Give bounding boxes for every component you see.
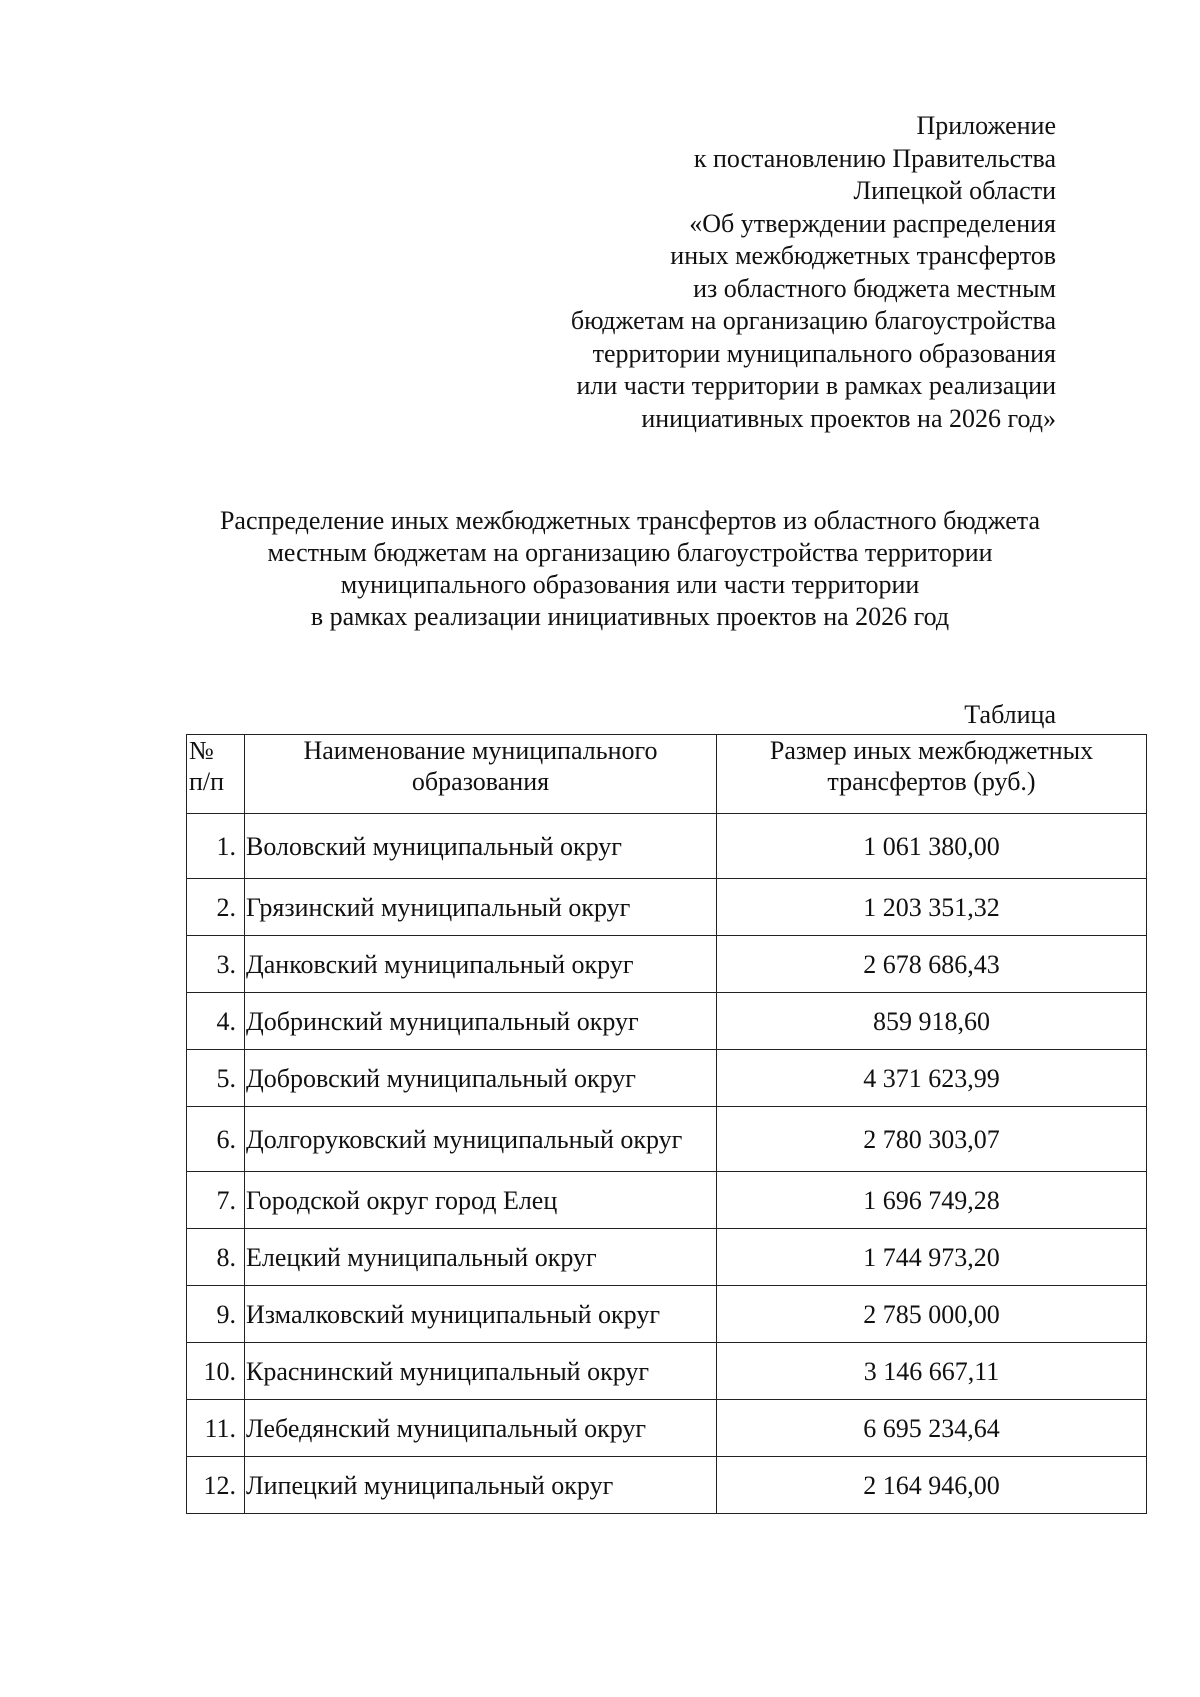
row-municipality: Данковский муниципальный округ — [245, 936, 717, 993]
row-municipality: Грязинский муниципальный округ — [245, 879, 717, 936]
table-caption: Таблица — [964, 700, 1056, 729]
row-amount: 1 061 380,00 — [717, 814, 1147, 879]
row-amount: 2 164 946,00 — [717, 1457, 1147, 1514]
row-amount: 2 785 000,00 — [717, 1286, 1147, 1343]
row-number: 7. — [187, 1172, 245, 1229]
header-num-line1: № — [189, 736, 214, 765]
table-row — [187, 936, 1147, 993]
row-number: 5. — [187, 1050, 245, 1107]
table-row — [187, 1172, 1147, 1229]
row-municipality: Городской округ город Елец — [245, 1172, 717, 1229]
appendix-line: инициативных проектов на 2026 год» — [641, 403, 1056, 433]
row-municipality: Добринский муниципальный округ — [245, 993, 717, 1050]
appendix-line: Липецкой области — [853, 176, 1056, 205]
appendix-line: территории муниципального образования — [592, 338, 1056, 368]
title-line: в рамках реализации инициативных проектов на 2026 год — [310, 602, 950, 631]
table-row — [187, 1457, 1147, 1514]
row-municipality: Добровский муниципальный округ — [245, 1050, 717, 1107]
title-line: местным бюджетам на организацию благоустройства территории — [267, 538, 993, 567]
header-num-line2: п/п — [189, 767, 225, 796]
row-municipality: Воловский муниципальный округ — [245, 814, 717, 879]
table-row — [187, 1400, 1147, 1457]
header-name — [245, 735, 717, 814]
appendix-header — [456, 110, 1056, 435]
row-amount: 3 146 667,11 — [717, 1343, 1147, 1400]
row-municipality: Долгоруковский муниципальный округ — [245, 1107, 717, 1172]
table-row — [187, 1229, 1147, 1286]
row-amount: 2 678 686,43 — [717, 936, 1147, 993]
title-line: Распределение иных межбюджетных трансфертов из областного бюджета — [219, 506, 1041, 535]
header-name-line1: Наименование муниципального — [303, 736, 658, 765]
row-municipality: Краснинский муниципальный округ — [245, 1343, 717, 1400]
row-municipality: Липецкий муниципальный округ — [245, 1457, 717, 1514]
appendix-line: Приложение — [916, 111, 1056, 140]
row-number: 3. — [187, 936, 245, 993]
row-number: 10. — [187, 1343, 245, 1400]
row-amount: 6 695 234,64 — [717, 1400, 1147, 1457]
appendix-line: «Об утверждении распределения — [689, 208, 1056, 238]
appendix-line: иных межбюджетных трансфертов — [670, 241, 1056, 270]
row-number: 6. — [187, 1107, 245, 1172]
header-amount-line2: трансфертов (руб.) — [827, 767, 1036, 796]
row-number: 4. — [187, 993, 245, 1050]
appendix-line: к постановлению Правительства — [693, 143, 1056, 173]
row-amount: 859 918,60 — [717, 993, 1147, 1050]
table-row — [187, 1050, 1147, 1107]
table-row — [187, 1286, 1147, 1343]
appendix-line: бюджетам на организацию благоустройства — [570, 306, 1056, 335]
row-number: 8. — [187, 1229, 245, 1286]
table-row — [187, 1107, 1147, 1172]
header-name-line2: образования — [411, 767, 550, 796]
title-line: муниципального образования или части территории — [340, 570, 920, 599]
row-amount: 1 744 973,20 — [717, 1229, 1147, 1286]
row-municipality: Лебедянский муниципальный округ — [245, 1400, 717, 1457]
row-number: 2. — [187, 879, 245, 936]
table-row — [187, 879, 1147, 936]
appendix-line: или части территории в рамках реализации — [576, 371, 1056, 400]
row-municipality: Елецкий муниципальный округ — [245, 1229, 717, 1286]
row-number: 11. — [187, 1400, 245, 1457]
row-number: 1. — [187, 814, 245, 879]
row-number: 9. — [187, 1286, 245, 1343]
table-row — [187, 814, 1147, 879]
row-amount: 2 780 303,07 — [717, 1107, 1147, 1172]
table-header-row — [187, 735, 1147, 814]
row-municipality: Измалковский муниципальный округ — [245, 1286, 717, 1343]
document-title — [160, 505, 1100, 633]
header-num — [187, 735, 245, 814]
appendix-line: из областного бюджета местным — [693, 273, 1056, 303]
table-row — [187, 993, 1147, 1050]
header-amount — [717, 735, 1147, 814]
row-amount: 1 696 749,28 — [717, 1172, 1147, 1229]
row-number: 12. — [187, 1457, 245, 1514]
transfers-table — [186, 734, 1147, 1514]
row-amount: 4 371 623,99 — [717, 1050, 1147, 1107]
header-amount-line1: Размер иных межбюджетных — [769, 736, 1094, 765]
table-row — [187, 1343, 1147, 1400]
row-amount: 1 203 351,32 — [717, 879, 1147, 936]
